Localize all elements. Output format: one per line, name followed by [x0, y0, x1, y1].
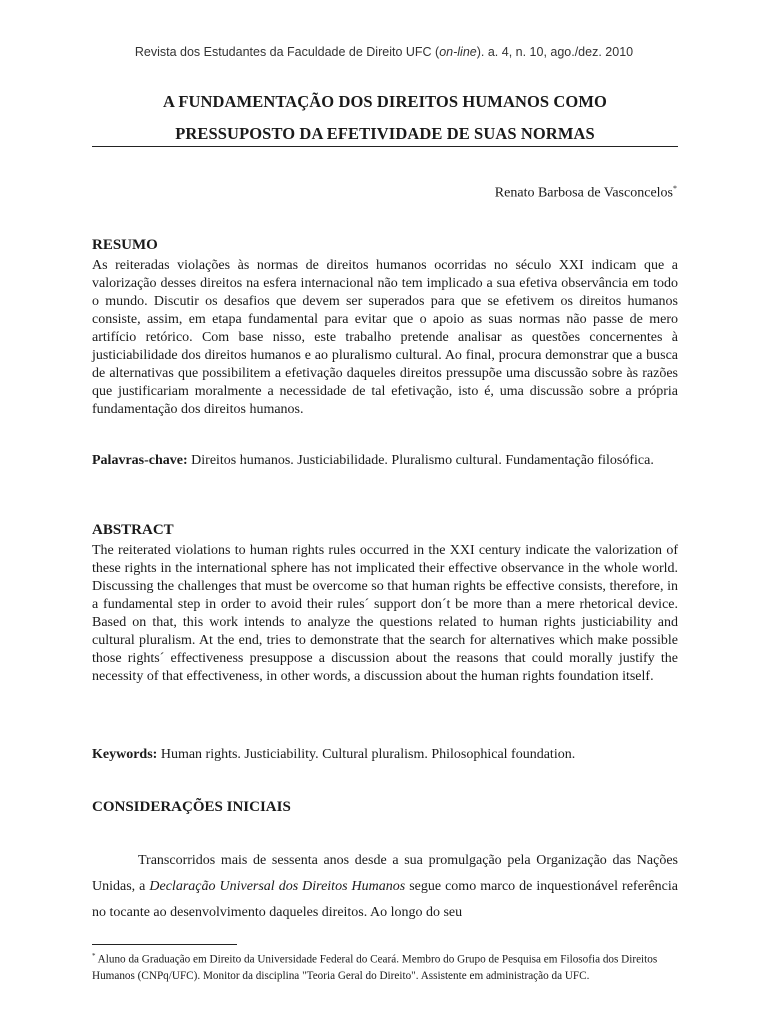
footnote [92, 948, 678, 984]
journal-header-issue: ). a. 4, n. 10, ago./dez. 2010 [476, 45, 634, 59]
paper-title-line-1: A FUNDAMENTAÇÃO DOS DIREITOS HUMANOS COMO [163, 92, 607, 111]
journal-header-text: Revista dos Estudantes da Faculdade de Direito UFC ( [134, 45, 440, 59]
resumo-heading: RESUMO [92, 237, 158, 253]
resumo-keywords-text: Direitos humanos. Justiciabilidade. Pluralismo cultural. Fundamentação filosófica. [191, 453, 654, 468]
abstract-keywords [92, 746, 678, 764]
journal-running-header [0, 45, 768, 59]
journal-header-italic: on-line [439, 45, 477, 59]
intro-paragraph [92, 848, 678, 926]
author-name: Renato Barbosa de Vasconcelos [494, 185, 673, 201]
abstract-keywords-label: Keywords: [92, 747, 158, 762]
intro-text-italic: Declaração Universal dos Direitos Humanos [149, 879, 406, 894]
abstract-heading: ABSTRACT [92, 522, 174, 538]
intro-heading: CONSIDERAÇÕES INICIAIS [92, 799, 291, 815]
intro-text-start: Transcorridos mais de sessenta anos desde a sua promulgação pela Organização das Nações Unidas, a [92, 853, 678, 894]
resumo-keywords-label: Palavras-chave: [92, 453, 188, 468]
abstract-keywords-text: Human rights. Justiciability. Cultural pluralism. Philosophical foundation. [160, 747, 576, 762]
abstract-text: The reiterated violations to human rights rules occurred in the XXI century indicate the valorization of these rights in the international sphere has not implicated their effective observance in the whole world. Discussing the challenges that must be overcome so that human rights be effective consists, therefore, in a fundamental step in order to avoid their rules´ support don´t be more than a mere rhetorical device. Based on that, this work intends to analyze the questions related to human rights justiciability and cultural pluralism. At the end, tries to demonstrate that the search for alternatives which make possible those rights´ effectiveness presuppose a discussion about the reasons that could morally justify the necessity of that effectiveness, in other words, a discussion about the human rights foundation itself. [92, 543, 678, 684]
author-line [495, 184, 677, 202]
author-footnote-marker[interactable]: * [673, 184, 677, 193]
footnote-text: Aluno da Graduação em Direito da Universidade Federal do Ceará. Membro do Grupo de Pesquisa em Filosofia dos Direitos Humanos (CNPq/UFC). Monitor da disciplina "Teoria Geral do Direito". Assistente em administração da UFC. [92, 953, 658, 982]
footnote-rule [92, 944, 237, 945]
title-rule [92, 146, 678, 147]
resumo-keywords [92, 452, 678, 470]
resumo-text: As reiteradas violações às normas de direitos humanos ocorridas no século XXI indicam que a valorização desses direitos na esfera internacional não tem implicado a sua efetiva observância em todo o mundo. Discutir os desafios que devem ser superados para que se efetivem os direitos humanos consiste, assim, em etapa fundamental para evitar que o apoio as suas normas não passe de mero artifício retórico. Com base nisso, este trabalho pretende analisar as questões concernentes à justiciabilidade dos direitos humanos e ao pluralismo cultural. Ao final, procura demonstrar que a busca de alternativas que possibilitem a efetivação daqueles direitos pressupõe uma discussão sobre às razões que justificariam moralmente a necessidade de tal efetivação, isto é, uma discussão sobre a própria fundamentação dos direitos humanos. [92, 258, 678, 417]
paper-title-line-2: PRESSUPOSTO DA EFETIVIDADE DE SUAS NORMAS [175, 124, 595, 143]
intro-text-end: segue como marco de inquestionável referência no tocante ao desenvolvimento daqueles direitos. Ao longo do seu [92, 879, 678, 920]
footnote-marker: * [92, 952, 96, 960]
